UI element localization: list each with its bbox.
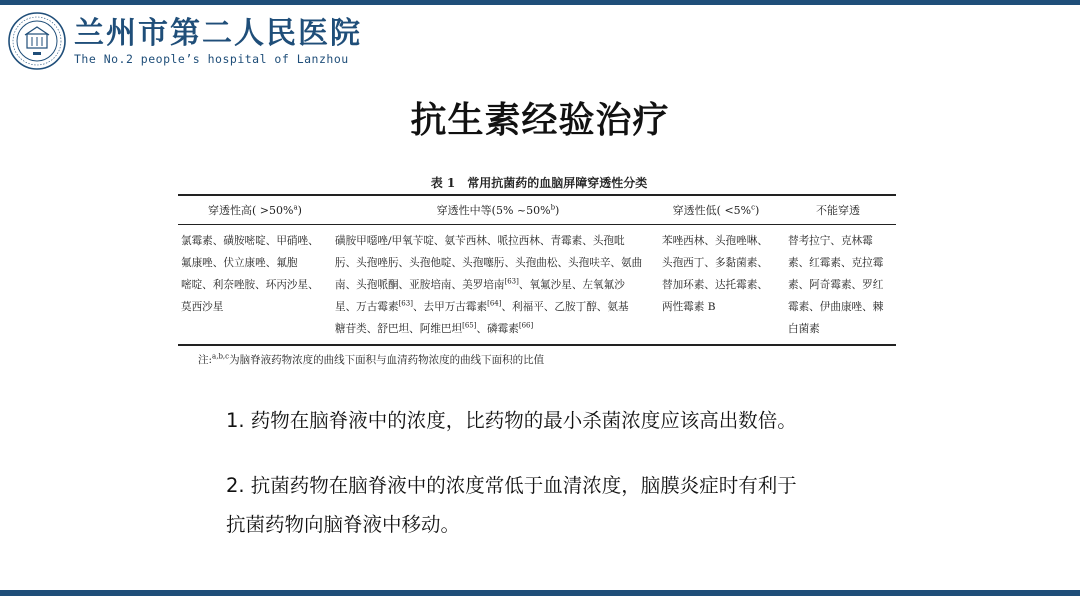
table-header-rule [178, 224, 896, 225]
table-cell-low: 苯唑西林、头孢唑啉、 头孢西丁、多黏菌素、 替加环素、达托霉素、 两性霉素 B [662, 235, 768, 313]
table-header-high: 穿透性高( >50%$^a$) [208, 203, 302, 217]
table-caption-number: 表 1 [430, 176, 456, 190]
top-accent-bar [0, 0, 1080, 5]
table-header-none: 不能穿透 [816, 204, 860, 217]
table-header-medium: 穿透性中等(5% ~50%$^b$) [436, 203, 560, 217]
point-2-line-1: 2. 抗菌药物在脑脊液中的浓度常低于血清浓度，脑膜炎症时有利于 [226, 474, 797, 497]
bottom-accent-bar [0, 590, 1080, 596]
table-header-low: 穿透性低( <5%$^c$) [672, 203, 760, 217]
point-2-line-2: 抗菌药物向脑脊液中移动。 [226, 513, 461, 536]
table-note: 注:$^{a,b,c}$为脑脊液药物浓度的曲线下面积与血清药物浓度的曲线下面积的比值 [198, 352, 545, 366]
table-cell-medium: 磺胺甲噁唑/甲氧苄啶、氨苄西林、哌拉西林、青霉素、头孢吡 肟、头孢唑肟、头孢他啶、头孢噻肟、头孢曲松、头孢呋辛、氨曲 南、头孢哌酮、亚胺培南、美罗培南[63]、氧氟沙星、左氧氟沙 星、万古霉素[63]、去甲万古霉素[64]、利福平、乙胺丁醇、氨基 糖苷类、舒巴坦、阿维巴坦[65]、磷霉素[66] [335, 235, 643, 335]
table-bottom-rule [178, 344, 896, 346]
table-cell-high: 氯霉素、磺胺嘧啶、甲硝唑、 氟康唑、伏立康唑、氟胞 嘧啶、利奈唑胺、环丙沙星、 莫西沙星 [181, 235, 319, 313]
slide-title: 抗生素经验治疗 [410, 100, 670, 141]
table-top-rule [178, 194, 896, 196]
point-1: 1. 药物在脑脊液中的浓度，比药物的最小杀菌浓度应该高出数倍。 [226, 409, 797, 432]
table-cell-none: 替考拉宁、克林霉 素、红霉素、克拉霉 素、阿奇霉素、罗红 霉素、伊曲康唑、棘 白菌素 [788, 235, 884, 335]
table-caption-text: 常用抗菌药的血脑屏障穿透性分类 [467, 176, 648, 190]
hospital-name-en: The No.2 people’s hospital of Lanzhou [74, 52, 349, 66]
hospital-logo [8, 12, 66, 70]
table-caption [180, 174, 898, 191]
hospital-name-cn: 兰州市第二人民医院 [74, 16, 362, 51]
